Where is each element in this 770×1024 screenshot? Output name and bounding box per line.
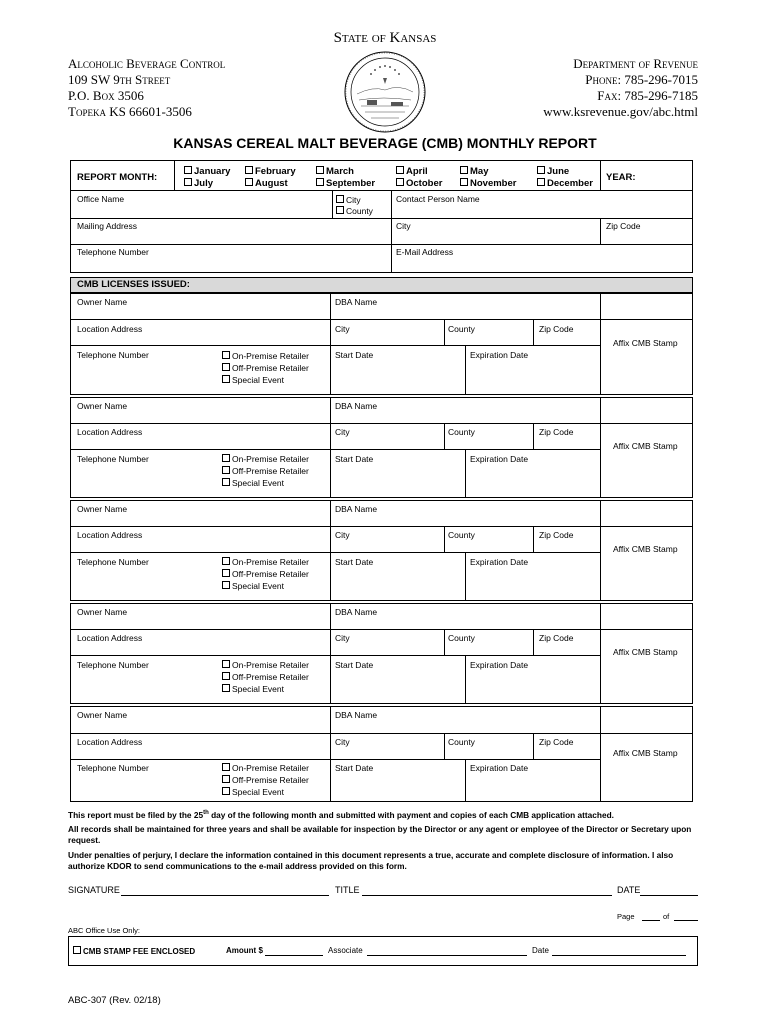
location-address-field[interactable]: Location Address (77, 633, 143, 643)
month-october[interactable]: October (396, 178, 442, 190)
licenses-header-text: CMB LICENSES ISSUED: (77, 279, 190, 290)
expiration-date-field[interactable]: Expiration Date (470, 350, 529, 360)
cmb-stamp-area: Affix CMB Stamp (613, 748, 678, 758)
state-title-text: State of Kansas (333, 30, 437, 46)
checkbox-icon (222, 363, 230, 371)
cmb-stamp-area: Affix CMB Stamp (613, 441, 678, 451)
department-website: www.ksrevenue.gov/abc.html (543, 104, 698, 119)
license-city-field[interactable]: City (335, 324, 350, 334)
form-title: KANSAS CEREAL MALT BEVERAGE (CMB) MONTHLY REPORT (173, 135, 597, 151)
license-telephone-field[interactable]: Telephone Number (77, 660, 149, 670)
location-address-field[interactable]: Location Address (77, 737, 143, 747)
agency-address (68, 56, 225, 120)
perjury-declaration: Under penalties of perjury, I declare the information contained in this document represents a true, accurate and complete disclosure of information. I also authorize KDOR to send communications to the e-mail address provided on this form. (68, 850, 674, 871)
license-telephone-field[interactable]: Telephone Number (77, 454, 149, 464)
agency-street: 109 SW 9th Street (68, 72, 171, 87)
cmb-stamp-area: Affix CMB Stamp (613, 338, 678, 348)
license-zip-field[interactable]: Zip Code (539, 633, 574, 643)
signature-label: SIGNATURE (68, 885, 120, 895)
license-county-field[interactable]: County (448, 427, 475, 437)
start-date-field[interactable]: Start Date (335, 350, 374, 360)
checkbox-icon (222, 466, 230, 474)
special-event-checkbox[interactable]: Special Event (222, 787, 284, 797)
dba-name-field[interactable]: DBA Name (335, 504, 378, 514)
stamp-fee-checkbox[interactable]: CMB STAMP FEE ENCLOSED (73, 946, 195, 956)
title-label: TITLE (335, 885, 360, 895)
checkbox-icon (537, 178, 545, 186)
license-county-field[interactable]: County (448, 737, 475, 747)
checkbox-icon (316, 166, 324, 174)
owner-name-field[interactable]: Owner Name (77, 710, 128, 720)
checkbox-icon (245, 178, 253, 186)
checkbox-icon (222, 672, 230, 680)
checkbox-icon (222, 581, 230, 589)
checkbox-icon (222, 569, 230, 577)
office-type-county[interactable]: County (336, 206, 373, 216)
department-name: Department of Revenue (573, 56, 698, 71)
license-zip-field[interactable]: Zip Code (539, 324, 574, 334)
checkbox-icon (222, 557, 230, 565)
location-address-field[interactable]: Location Address (77, 324, 143, 334)
license-county-field[interactable]: County (448, 633, 475, 643)
month-february[interactable]: February (245, 166, 296, 178)
license-city-field[interactable]: City (335, 427, 350, 437)
cmb-stamp-area: Affix CMB Stamp (613, 647, 678, 657)
associate-line[interactable] (367, 955, 527, 956)
license-telephone-field[interactable]: Telephone Number (77, 763, 149, 773)
off-premise-checkbox[interactable]: Off-Premise Retailer (222, 363, 309, 373)
license-telephone-field[interactable]: Telephone Number (77, 557, 149, 567)
owner-name-field[interactable]: Owner Name (77, 297, 128, 307)
on-premise-checkbox[interactable]: On-Premise Retailer (222, 454, 309, 464)
date-line[interactable] (640, 895, 698, 896)
month-january[interactable]: January (184, 166, 230, 178)
dba-name-field[interactable]: DBA Name (335, 401, 378, 411)
email-field[interactable]: E-Mail Address (396, 247, 454, 257)
checkbox-icon (222, 351, 230, 359)
on-premise-checkbox[interactable]: On-Premise Retailer (222, 351, 309, 361)
department-fax: Fax: 785-296-7185 (597, 88, 698, 103)
checkbox-icon (336, 206, 344, 214)
checkbox-icon (537, 166, 545, 174)
off-premise-checkbox[interactable]: Off-Premise Retailer (222, 672, 309, 682)
license-county-field[interactable]: County (448, 324, 475, 334)
start-date-field[interactable]: Start Date (335, 557, 374, 567)
month-april[interactable]: April (396, 166, 428, 178)
on-premise-checkbox[interactable]: On-Premise Retailer (222, 660, 309, 670)
license-telephone-field[interactable]: Telephone Number (77, 350, 149, 360)
start-date-field[interactable]: Start Date (335, 763, 374, 773)
zip-code-field[interactable]: Zip Code (606, 221, 641, 231)
dba-name-field[interactable]: DBA Name (335, 710, 378, 720)
city-field[interactable]: City (396, 221, 411, 231)
license-zip-field[interactable]: Zip Code (539, 530, 574, 540)
form-number: ABC-307 (Rev. 02/18) (68, 995, 161, 1006)
on-premise-checkbox[interactable]: On-Premise Retailer (222, 763, 309, 773)
off-premise-checkbox[interactable]: Off-Premise Retailer (222, 466, 309, 476)
checkbox-icon (184, 178, 192, 186)
department-contact (543, 56, 698, 120)
checkbox-icon (222, 454, 230, 462)
special-event-checkbox[interactable]: Special Event (222, 478, 284, 488)
off-premise-checkbox[interactable]: Off-Premise Retailer (222, 569, 309, 579)
special-event-checkbox[interactable]: Special Event (222, 375, 284, 385)
month-june[interactable]: June (537, 166, 569, 178)
dba-name-field[interactable]: DBA Name (335, 297, 378, 307)
title-line[interactable] (362, 895, 612, 896)
page-label: Page (617, 912, 635, 921)
expiration-date-field[interactable]: Expiration Date (470, 557, 529, 567)
month-may[interactable]: May (460, 166, 488, 178)
license-zip-field[interactable]: Zip Code (539, 427, 574, 437)
license-zip-field[interactable]: Zip Code (539, 737, 574, 747)
on-premise-checkbox[interactable]: On-Premise Retailer (222, 557, 309, 567)
month-november[interactable]: November (460, 178, 516, 190)
associate-label: Associate (328, 946, 363, 955)
month-december[interactable]: December (537, 178, 593, 190)
month-march[interactable]: March (316, 166, 354, 178)
checkbox-icon (184, 166, 192, 174)
contact-person-field[interactable]: Contact Person Name (396, 194, 480, 204)
expiration-date-field[interactable]: Expiration Date (470, 763, 529, 773)
department-phone: Phone: 785-296-7015 (585, 72, 698, 87)
licenses-header (70, 277, 693, 293)
checkbox-icon (222, 478, 230, 486)
year-label: YEAR: (606, 172, 636, 183)
checkbox-icon (222, 660, 230, 668)
month-september[interactable]: September (316, 178, 375, 190)
special-event-checkbox[interactable]: Special Event (222, 684, 284, 694)
expiration-date-field[interactable]: Expiration Date (470, 454, 529, 464)
checkbox-icon (222, 684, 230, 692)
cmb-stamp-area: Affix CMB Stamp (613, 544, 678, 554)
checkbox-icon (336, 195, 344, 203)
signature-line[interactable] (121, 895, 329, 896)
office-use-label: ABC Office Use Only: (68, 926, 140, 935)
checkbox-icon (316, 178, 324, 186)
amount-label: Amount $ (226, 946, 263, 955)
checkbox-icon (222, 787, 230, 795)
start-date-field[interactable]: Start Date (335, 454, 374, 464)
report-month-label: REPORT MONTH: (77, 172, 158, 183)
dba-name-field[interactable]: DBA Name (335, 607, 378, 617)
filing-deadline-note: This report must be filed by the 25th day of the following month and submitted with payment and copies of each CMB application attached. (68, 809, 614, 820)
checkbox-icon (222, 375, 230, 383)
kansas-seal-icon (343, 50, 427, 134)
special-event-checkbox[interactable]: Special Event (222, 581, 284, 591)
mailing-address-field[interactable]: Mailing Address (77, 221, 138, 231)
owner-name-field[interactable]: Owner Name (77, 401, 128, 411)
owner-name-field[interactable]: Owner Name (77, 504, 128, 514)
agency-po-box: P.O. Box 3506 (68, 88, 144, 103)
date-label: DATE (617, 885, 641, 895)
checkbox-icon (460, 178, 468, 186)
license-city-field[interactable]: City (335, 530, 350, 540)
start-date-field[interactable]: Start Date (335, 660, 374, 670)
state-title (0, 30, 770, 47)
office-type-city[interactable]: City (336, 195, 361, 205)
month-august[interactable]: August (245, 178, 288, 190)
telephone-field[interactable]: Telephone Number (77, 247, 149, 257)
month-july[interactable]: July (184, 178, 213, 190)
agency-city: Topeka KS 66601-3506 (68, 104, 192, 119)
amount-line[interactable] (265, 955, 323, 956)
checkbox-icon (222, 775, 230, 783)
checkbox-icon (396, 166, 404, 174)
agency-name: Alcoholic Beverage Control (68, 56, 226, 71)
expiration-date-field[interactable]: Expiration Date (470, 660, 529, 670)
checkbox-icon (460, 166, 468, 174)
office-date-line[interactable] (552, 955, 686, 956)
location-address-field[interactable]: Location Address (77, 427, 143, 437)
off-premise-checkbox[interactable]: Off-Premise Retailer (222, 775, 309, 785)
owner-name-field[interactable]: Owner Name (77, 607, 128, 617)
location-address-field[interactable]: Location Address (77, 530, 143, 540)
license-city-field[interactable]: City (335, 737, 350, 747)
checkbox-icon (222, 763, 230, 771)
checkbox-icon (245, 166, 253, 174)
office-date-label: Date (532, 946, 549, 955)
office-name-field[interactable]: Office Name (77, 194, 125, 204)
page-number-line[interactable] (642, 920, 660, 921)
records-retention-note: All records shall be maintained for three years and shall be available for inspection by the Director or any agent or employee of the Director or Secretary upon request. (68, 824, 692, 845)
checkbox-icon (73, 946, 81, 954)
of-label: of (663, 912, 670, 921)
license-city-field[interactable]: City (335, 633, 350, 643)
license-county-field[interactable]: County (448, 530, 475, 540)
checkbox-icon (396, 178, 404, 186)
page-total-line[interactable] (674, 920, 698, 921)
